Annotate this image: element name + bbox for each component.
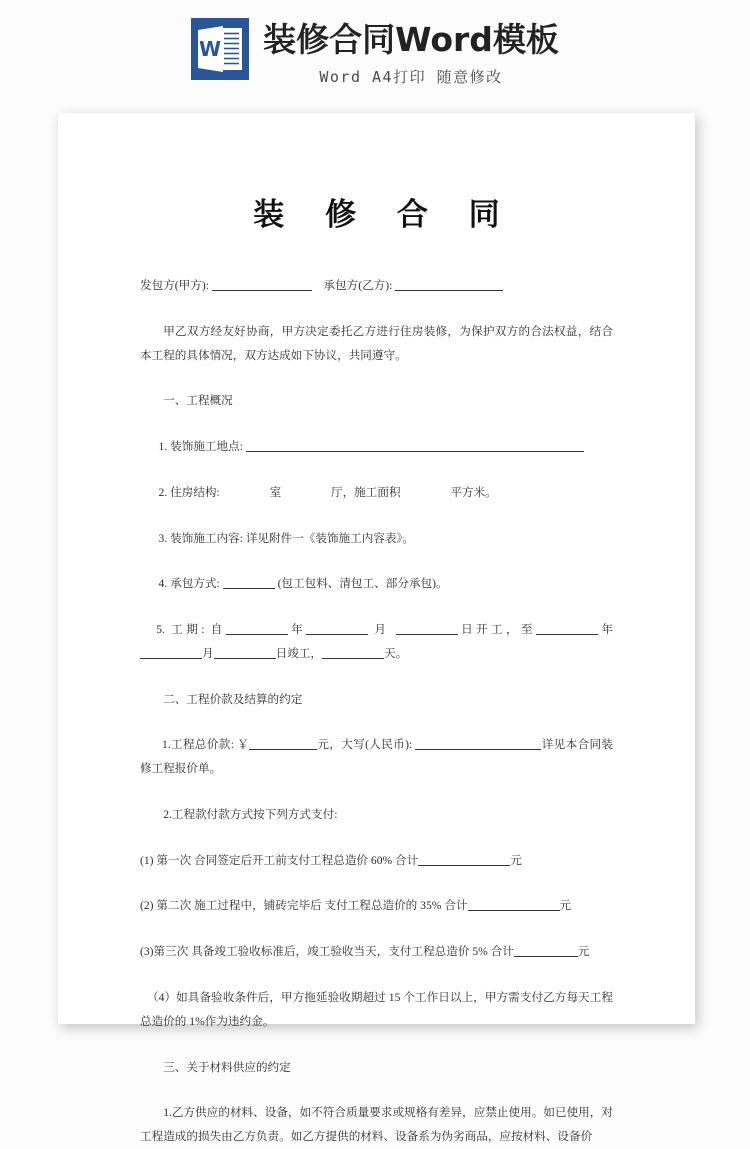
item-1-4-label: 4. 承包方式:	[158, 577, 220, 591]
spacer	[140, 596, 613, 618]
section-heading-3: 三、关于材料供应的约定	[163, 1060, 291, 1074]
payment-3-blank[interactable]	[514, 956, 578, 957]
spacer	[140, 367, 613, 389]
spacer	[140, 413, 613, 435]
rooms-unit: 室	[269, 485, 282, 499]
payment-2-blank[interactable]	[468, 910, 560, 911]
contract-mode-blank[interactable]	[223, 588, 275, 589]
halls-unit: 厅，施工面积	[330, 485, 401, 499]
item-2-1-label: 1.工程总价款: ￥	[162, 738, 250, 752]
parties-line	[140, 274, 613, 298]
item-2-1	[140, 733, 613, 781]
spacer	[140, 666, 613, 688]
area-unit: 平方米。	[450, 485, 497, 499]
spacer	[140, 964, 613, 986]
end-year-unit: 年	[598, 623, 613, 637]
spacer	[140, 918, 613, 940]
payment-1-blank[interactable]	[418, 865, 510, 866]
item-1-4-options: (包工包料、清包工、部分承包)。	[277, 577, 448, 591]
section-heading-2: 二、工程价款及结算的约定	[163, 692, 303, 706]
start-month-blank[interactable]	[306, 634, 368, 635]
item-1-1	[140, 435, 613, 459]
item-1-2-label: 2. 住房结构:	[158, 485, 220, 499]
spacer	[140, 234, 613, 274]
end-month-blank[interactable]	[140, 658, 202, 659]
svg-text:W: W	[199, 37, 222, 61]
start-year-blank[interactable]	[226, 634, 288, 635]
contract-title: 装 修 合 同	[253, 197, 515, 233]
header-subtitle: Word A4打印 随意修改	[319, 68, 503, 86]
payment-3-unit: 元	[577, 945, 590, 959]
intro-paragraph: 甲乙双方经友好协商，甲方决定委托乙方进行住房装修，为保护双方的合法权益，结合本工程的具体情况，双方达成如下协议，共同遵守。	[140, 324, 613, 362]
total-days-blank[interactable]	[322, 658, 384, 659]
start-day-unit: 日开工，至	[457, 623, 536, 637]
document-page	[58, 113, 695, 1144]
payment-1-text: (1) 第一次 合同签定后开工前支付工程总造价 60% 合计	[140, 853, 419, 867]
payment-2-text: (2) 第二次 施工过程中，铺砖完毕后 支付工程总造价的 35% 合计	[140, 899, 468, 913]
word-icon	[191, 18, 249, 80]
spacer	[140, 459, 613, 481]
payment-2	[140, 894, 613, 918]
spacer	[140, 1034, 613, 1056]
end-day-blank[interactable]	[214, 658, 276, 659]
spacer	[140, 827, 613, 849]
total-price-blank[interactable]	[249, 749, 317, 750]
end-year-blank[interactable]	[536, 634, 598, 635]
section-heading-1: 一、工程概况	[163, 394, 233, 408]
document-body	[58, 113, 695, 1144]
spacer	[140, 298, 613, 320]
start-day-blank[interactable]	[396, 634, 458, 635]
item-1-4	[140, 572, 613, 596]
item-1-2	[140, 481, 613, 505]
header-title: 装修合同Word模板	[263, 20, 559, 59]
spacer	[140, 872, 613, 894]
start-year-unit: 年	[287, 623, 307, 637]
header-banner-inner	[191, 18, 559, 87]
item-2-1-mid: 元，大写(人民币):	[317, 738, 413, 752]
end-month-unit: 月	[202, 646, 214, 660]
payment-2-unit: 元	[559, 899, 572, 913]
payment-3	[140, 940, 613, 964]
item-2-1-tail: 详见本合同装修工程报价单。	[140, 738, 613, 776]
item-1-1-label: 1. 装饰施工地点:	[158, 440, 243, 454]
party-b-blank[interactable]	[395, 290, 503, 291]
spacer	[140, 505, 613, 527]
item-1-5-label: 5. 工期: 自	[156, 623, 226, 637]
payment-4: （4）如具备验收条件后，甲方拖延验收期超过 15 个工作日以上，甲方需支付乙方每天工程总造价的 1%作为违约金。	[140, 991, 613, 1028]
party-b-label: 承包方(乙方):	[323, 279, 393, 292]
spacer	[140, 1079, 613, 1101]
construction-site-blank[interactable]	[246, 451, 584, 452]
party-a-label: 发包方(甲方):	[140, 279, 209, 292]
header-banner	[0, 0, 750, 113]
payment-3-text: (3)第三次 具备竣工验收标准后，竣工验收当天，支付工程总造价 5% 合计	[140, 945, 514, 959]
payment-1-unit: 元	[510, 853, 522, 867]
spacer	[140, 550, 613, 572]
item-1-3: 3. 装饰施工内容: 详见附件一《装饰施工内容表》。	[158, 531, 414, 545]
payment-1	[140, 849, 613, 873]
spacer	[140, 781, 613, 803]
header-text-group	[263, 18, 559, 87]
end-day-unit: 日竣工，	[275, 646, 322, 660]
start-month-unit: 月	[374, 623, 390, 637]
total-price-words-blank[interactable]	[415, 749, 541, 750]
total-days-unit: 天。	[384, 646, 408, 660]
item-1-5	[140, 618, 613, 666]
party-a-blank[interactable]	[212, 290, 312, 291]
item-2-2: 2.工程款付款方式按下列方式支付:	[163, 807, 338, 821]
spacer	[140, 711, 613, 733]
item-3-1: 1.乙方供应的材料、设备，如不符合质量要求或规格有差异，应禁止使用。如已使用，对工程造成的损失由乙方负责。如乙方提供的材料、设备系为伪劣商品，应按材料、设备价	[140, 1106, 613, 1144]
